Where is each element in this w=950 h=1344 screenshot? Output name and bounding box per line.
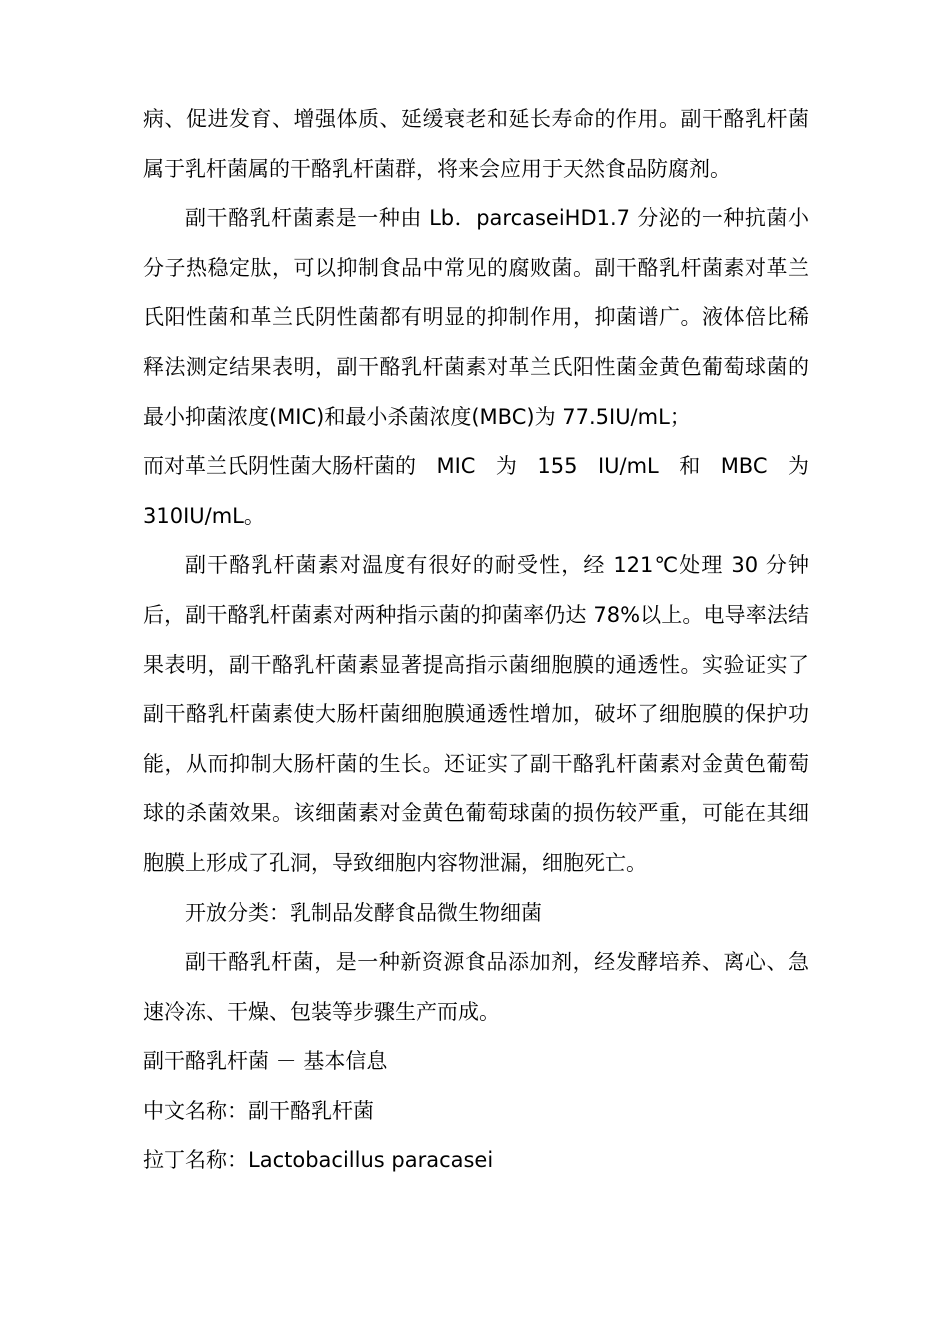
paragraph-food-additive: 副干酪乳杆菌，是一种新资源食品添加剂，经发酵培养、离心、急速冷冻、干燥、包装等步骤生产而成。 [143,950,809,1024]
document-body [143,95,809,1186]
latin-name-line: 拉丁名称：Lactobacillus paracasei [143,1148,494,1173]
paragraph-paracasein-intro: 副干酪乳杆菌素是一种由 Lb．parcaseiHD1.7 分泌的一种抗菌小分子热稳定肽，可以抑制食品中常见的腐败菌。副干酪乳杆菌素对革兰氏阳性菌和革兰氏阴性菌都有明显的抑制作用，抑菌谱广。液体倍比稀释法测定结果表明，副干酪乳杆菌素对革兰氏阳性菌金黄色葡萄球菌的最小抑菌浓度(MIC)和最小杀菌浓度(MBC)为 77.5IU/mL； [143,206,809,429]
mic-line-part: 而对革兰氏阴性菌大肠杆菌的 [143,454,416,479]
section-heading-basic-info: 副干酪乳杆菌 － 基本信息 [143,1049,388,1074]
mic-line-part: MBC [720,454,768,479]
paragraph-heat-tolerance: 副干酪乳杆菌素对温度有很好的耐受性，经 121℃处理 30 分钟后，副干酪乳杆菌素对两种指示菌的抑菌率仍达 78%以上。电导率法结果表明，副干酪乳杆菌素显著提高指示菌细胞膜的通透性。实验证实了副干酪乳杆菌素使大肠杆菌细胞膜通透性增加，破坏了细胞膜的保护功能，从而抑制大肠杆菌的生长。还证实了副干酪乳杆菌素对金黄色葡萄球的杀菌效果。该细菌素对金黄色葡萄球菌的损伤较严重，可能在其细胞膜上形成了孔洞，导致细胞内容物泄漏，细胞死亡。 [143,553,809,875]
mic-line-part: 和 [679,454,701,479]
paragraph-open-category: 开放分类：乳制品发酵食品微生物细菌 [185,900,542,925]
chinese-name-line: 中文名称：副干酪乳杆菌 [143,1098,374,1123]
mic-line-part: 155 [537,454,578,479]
mic-line-part: 为 [787,454,809,479]
mic-line-part: IU/mL [597,454,659,479]
mic-line-part: 为 [495,454,517,479]
mic-line-part: MIC [436,454,476,479]
paragraph-mbc-value: 310IU/mL。 [143,503,265,528]
paragraph-paracasein-mic-line [143,442,809,492]
paragraph-health-benefits: 病、促进发育、增强体质、延缓衰老和延长寿命的作用。副干酪乳杆菌属于乳杆菌属的干酪乳杆菌群，将来会应用于天然食品防腐剂。 [143,107,809,181]
